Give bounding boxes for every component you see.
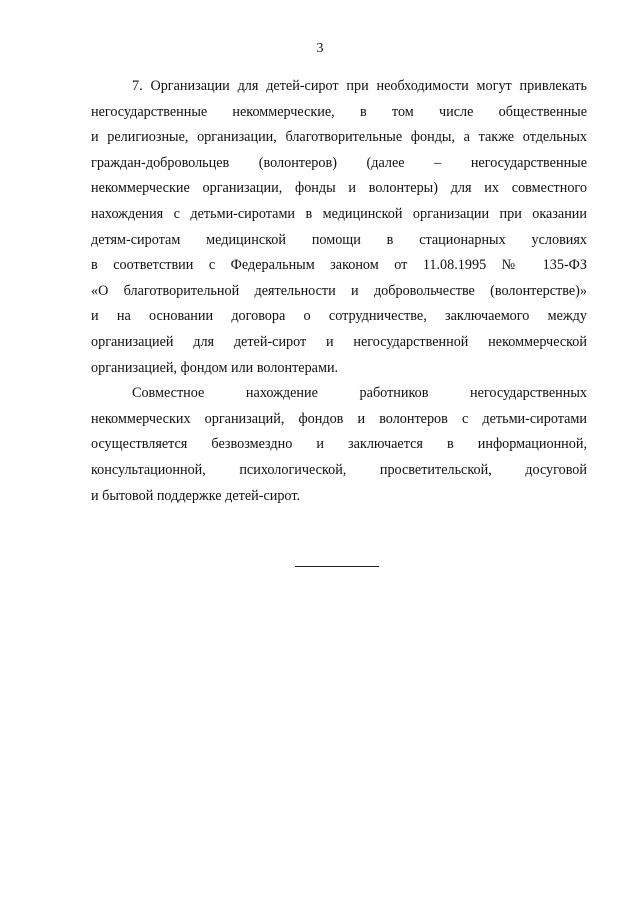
paragraph-7 — [91, 74, 587, 381]
text-line: осуществляется безвозмездно и заключается в информационной, — [91, 436, 587, 453]
end-of-text-rule — [295, 566, 379, 567]
text-line: Совместное нахождение работников негосударственных — [132, 385, 587, 402]
document-body — [91, 74, 587, 509]
text-line: нахождения с детьми-сиротами в медицинской организации при оказании — [91, 205, 587, 222]
text-line: 7. Организации для детей-сирот при необходимости могут привлекать — [132, 78, 587, 94]
text-line: организацией для детей-сирот и негосударственной некоммерческой — [91, 333, 587, 350]
text-line: «О благотворительной деятельности и добровольчестве (волонтерстве)» — [91, 282, 587, 299]
text-line: детям-сиротам медицинской помощи в стационарных условиях — [91, 231, 587, 248]
paragraph-joint-stay — [91, 381, 587, 509]
text-line: и религиозные, организации, благотворительные фонды, а также отдельных — [91, 129, 587, 146]
text-line: в соответствии с Федеральным законом от 11.08.1995 № 135-ФЗ — [91, 257, 587, 274]
text-line: и бытовой поддержке детей-сирот. — [91, 487, 301, 504]
text-line: негосударственные некоммерческие, в том числе общественные — [91, 103, 587, 120]
text-line: некоммерческих организаций, фондов и волонтеров с детьми-сиротами — [91, 410, 587, 427]
text-line: некоммерческие организации, фонды и волонтеры) для их совместного — [91, 180, 587, 197]
text-line: и на основании договора о сотрудничестве, заключаемого между — [91, 308, 587, 325]
page-number: 3 — [316, 41, 324, 56]
text-line: граждан-добровольцев (волонтеров) (далее – негосударственные — [91, 154, 587, 171]
text-line: организацией, фондом или волонтерами. — [91, 359, 339, 376]
text-line: консультационной, психологической, просветительской, досуговой — [91, 461, 587, 478]
